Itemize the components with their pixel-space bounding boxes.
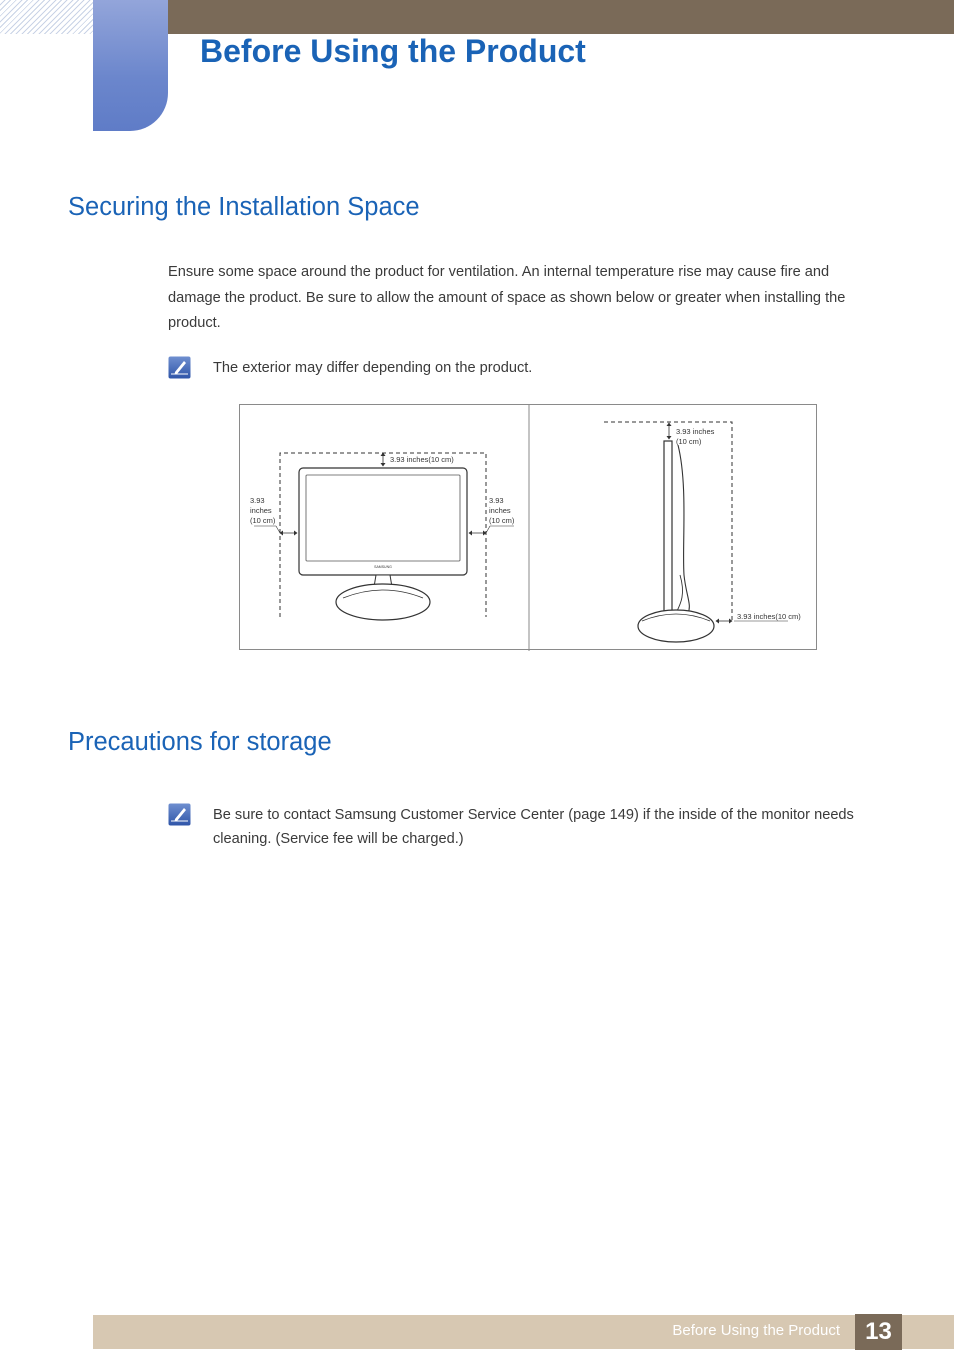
side-top-label-line2: (10 cm) — [676, 437, 702, 446]
front-left-label-line2: inches — [250, 506, 272, 515]
section-title-installation: Securing the Installation Space — [68, 193, 420, 221]
front-left-label-line1: 3.93 — [250, 496, 265, 505]
front-right-leader-tick — [486, 526, 490, 533]
monitor-brand: SAMSUNG — [374, 565, 392, 569]
side-monitor-back — [678, 445, 689, 613]
side-top-label-line1: 3.93 inches — [676, 427, 715, 436]
side-stand-base — [638, 610, 714, 642]
pen-note-icon — [168, 803, 191, 826]
footer-chapter-label: Before Using the Product — [672, 1322, 840, 1339]
installation-space-diagram — [239, 404, 817, 650]
monitor-screen — [306, 475, 460, 561]
header-hatch-pattern — [0, 0, 93, 34]
side-stand-neck — [676, 575, 683, 613]
front-right-label-line2: inches — [489, 506, 511, 515]
front-right-label-line1: 3.93 — [489, 496, 504, 505]
header-bar — [93, 0, 954, 34]
front-view — [250, 453, 515, 621]
side-view — [604, 422, 801, 642]
monitor-base — [336, 584, 430, 620]
front-right-label-line3: (10 cm) — [489, 516, 515, 525]
page-number: 13 — [855, 1314, 902, 1350]
side-monitor-panel — [664, 441, 672, 615]
side-back-label: 3.93 inches(10 cm) — [737, 612, 801, 621]
front-left-leader-tick — [276, 526, 280, 533]
storage-note-text: Be sure to contact Samsung Customer Service Center (page 149) if the inside of the monitor needs cleaning. (Service fee will be charged.) — [213, 807, 854, 847]
chapter-tab — [93, 0, 168, 131]
front-top-label: 3.93 inches(10 cm) — [390, 455, 454, 464]
installation-note-text: The exterior may differ depending on the product. — [213, 360, 533, 376]
diagram-svg — [240, 405, 818, 651]
pen-note-icon — [168, 356, 191, 379]
installation-paragraph: Ensure some space around the product for ventilation. An internal temperature rise may cause fire and damage the product. Be sure to allow the amount of space as shown below or greater when installing the product. — [168, 264, 846, 331]
front-left-label-line3: (10 cm) — [250, 516, 276, 525]
section-title-storage: Precautions for storage — [68, 728, 332, 756]
chapter-title: Before Using the Product — [200, 33, 586, 69]
